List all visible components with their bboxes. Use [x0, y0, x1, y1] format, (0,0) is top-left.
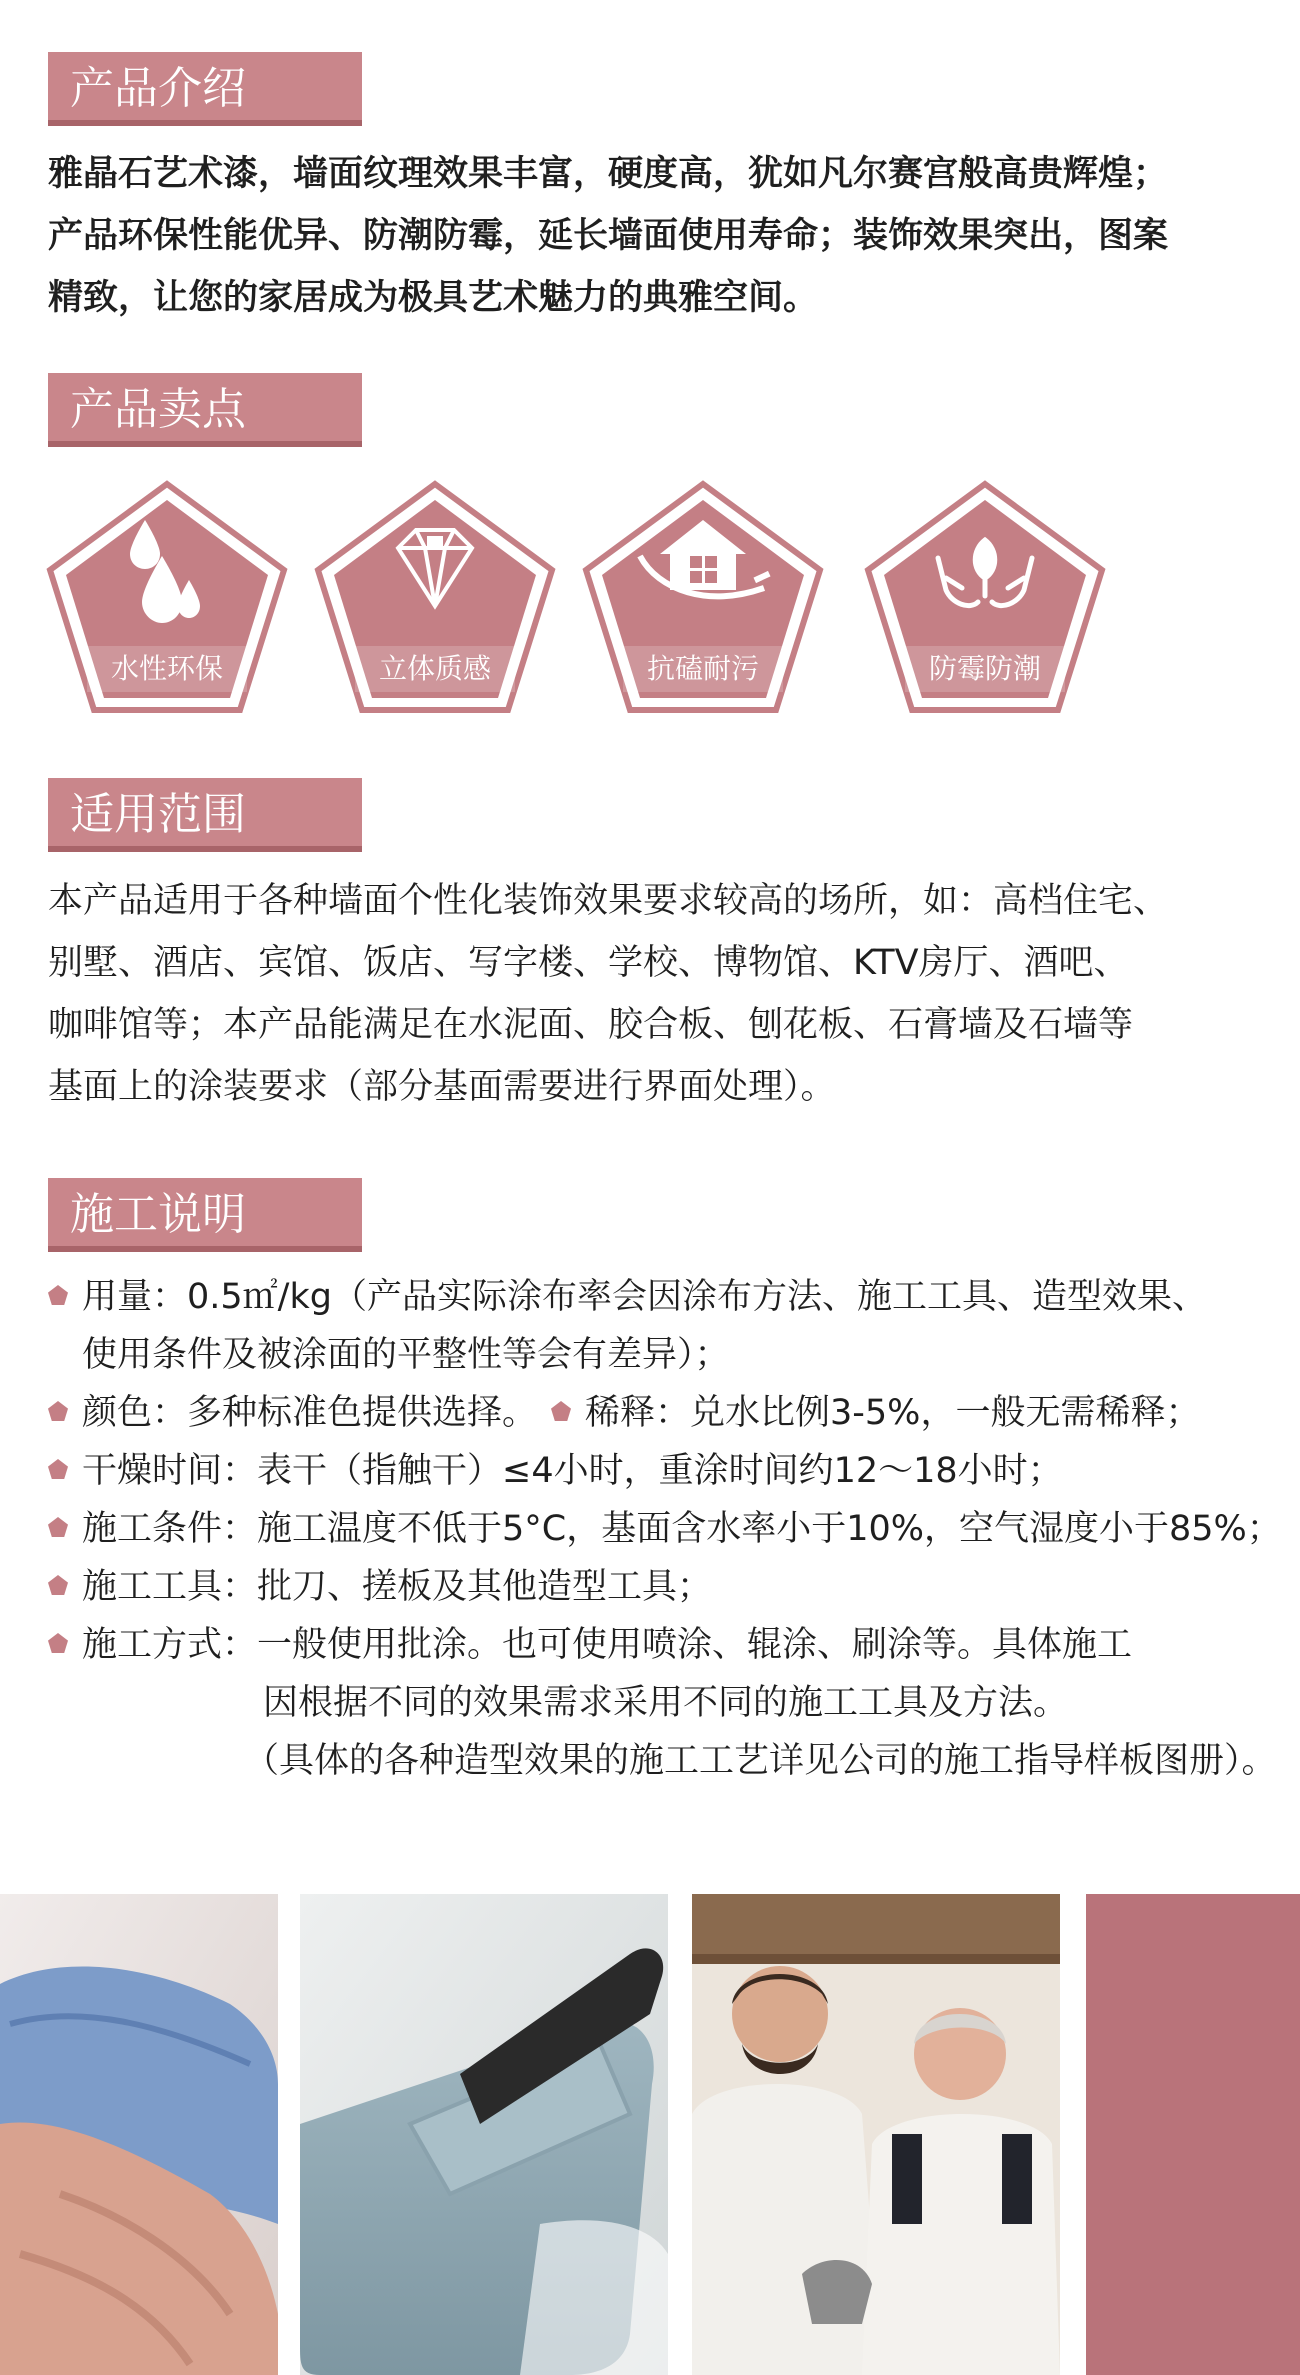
scope-line: 基面上的涂装要求（部分基面需要进行界面处理）。	[48, 1067, 836, 1107]
tools-item	[48, 1558, 1288, 1616]
construction-section-title: 施工说明	[48, 1178, 362, 1252]
conditions-item	[48, 1500, 1288, 1558]
drying-text: 干燥时间：表干（指触干）≤4小时，重涂时间约12～18小时；	[82, 1451, 1063, 1491]
decorative-side-panel	[1086, 1894, 1300, 2375]
intro-line: 精致，让您的家居成为极具艺术魅力的典雅空间。	[48, 278, 819, 318]
conditions-text: 施工条件：施工温度不低于5°C，基面含水率小于10%，空气湿度小于85%；	[82, 1509, 1282, 1549]
pentagon-bullet-icon	[48, 1401, 68, 1421]
usage-item	[48, 1268, 1288, 1326]
pentagon-bullet-icon	[48, 1633, 68, 1653]
intro-text	[48, 143, 1268, 329]
color-dilution-item	[48, 1384, 1288, 1442]
feature-label: 防霉防潮	[928, 652, 1041, 685]
pentagon-bullet-icon	[48, 1575, 68, 1595]
feature-scratch-resistant	[578, 478, 828, 718]
tools-text: 施工工具：批刀、搓板及其他造型工具；	[82, 1567, 713, 1607]
method-item-continued	[48, 1674, 1288, 1732]
pentagon-bullet-icon	[48, 1459, 68, 1479]
photo-trowel	[300, 1894, 668, 2375]
pentagon-bullet-icon	[48, 1517, 68, 1537]
method-text: 施工方式：一般使用批涂。也可使用喷涂、辊涂、刷涂等。具体施工	[82, 1625, 1133, 1665]
feature-label: 抗磕耐污	[646, 652, 759, 685]
intro-section-title: 产品介绍	[48, 52, 362, 126]
method-text-continued: 因根据不同的效果需求采用不同的施工工具及方法。	[263, 1683, 1069, 1723]
pentagon-bullet-icon	[48, 1285, 68, 1305]
photo-hand-cloth	[0, 1894, 278, 2375]
usage-text: 用量：0.5㎡/kg（产品实际涂布率会因涂布方法、施工工具、造型效果、	[82, 1277, 1207, 1317]
drying-item	[48, 1442, 1288, 1500]
scope-line: 别墅、酒店、宾馆、饭店、写字楼、学校、博物馆、KTV房厅、酒吧、	[48, 943, 1129, 983]
intro-line: 产品环保性能优异、防潮防霉，延长墙面使用寿命；装饰效果突出，图案	[48, 216, 1169, 256]
color-text: 颜色：多种标准色提供选择。	[82, 1393, 538, 1433]
feature-water-based	[42, 478, 292, 718]
scope-line: 咖啡馆等；本产品能满足在水泥面、胶合板、刨花板、石膏墙及石墙等	[48, 1005, 1134, 1045]
selling-points-section-title: 产品卖点	[48, 373, 362, 447]
feature-label: 立体质感	[378, 652, 491, 685]
usage-item-continued	[48, 1326, 1288, 1384]
method-item	[48, 1616, 1288, 1674]
pentagon-bullet-icon	[551, 1401, 571, 1421]
scope-section-title: 适用范围	[48, 778, 362, 852]
feature-anti-mold	[860, 478, 1110, 718]
method-note-text: （具体的各种造型效果的施工工艺详见公司的施工指导样板图册）。	[244, 1741, 1277, 1781]
feature-label: 水性环保	[110, 652, 223, 685]
dilution-text: 稀释：兑水比例3-5%，一般无需稀释；	[585, 1393, 1201, 1433]
construction-list	[48, 1268, 1288, 1790]
feature-3d-texture	[310, 478, 560, 718]
scope-text	[48, 870, 1268, 1118]
scope-line: 本产品适用于各种墙面个性化装饰效果要求较高的场所，如：高档住宅、	[48, 881, 1169, 921]
usage-text-continued: 使用条件及被涂面的平整性等会有差异）；	[82, 1335, 730, 1375]
photo-painters	[692, 1894, 1060, 2375]
method-note	[48, 1732, 1288, 1790]
intro-line: 雅晶石艺术漆，墙面纹理效果丰富，硬度高，犹如凡尔赛宫般高贵辉煌；	[48, 154, 1169, 194]
